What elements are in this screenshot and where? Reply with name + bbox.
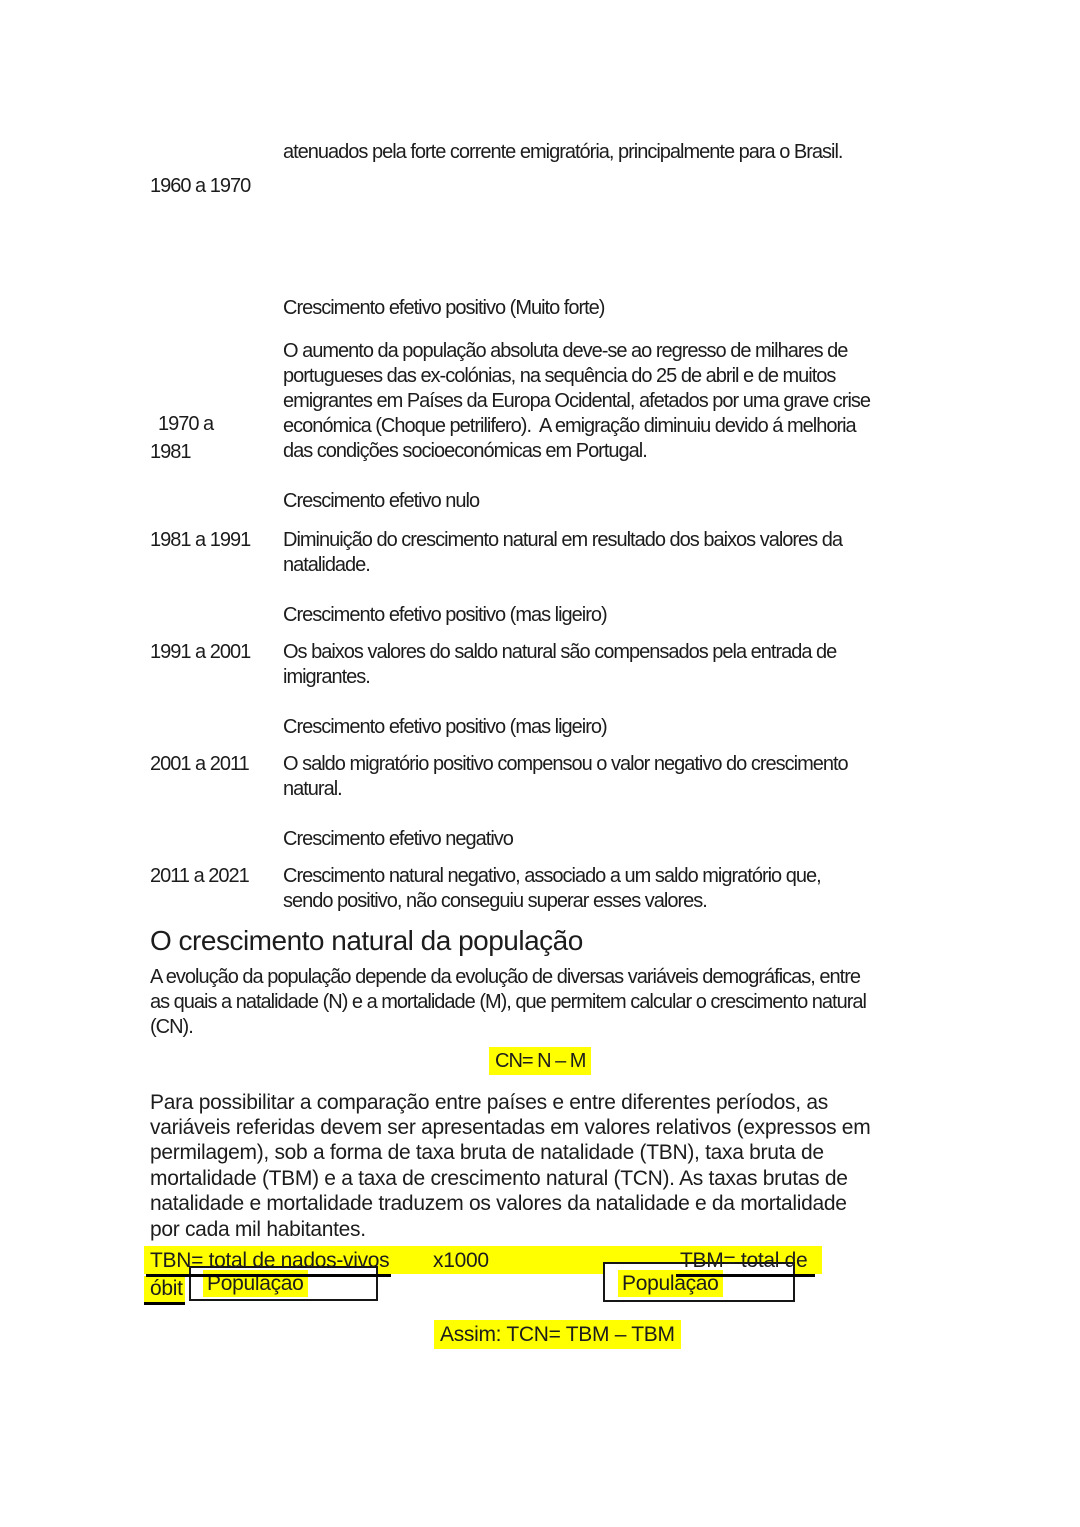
paragraph-line: A evolução da população depende da evolução de diversas variáveis demográficas, entre [150,966,860,988]
row-line: económica (Choque petrilifero). A emigração diminuiu devido á melhoria [283,415,856,437]
paragraph-line: por cada mil habitantes. [150,1218,366,1241]
row-line: O aumento da população absoluta deve-se ao regresso de milhares de [283,340,848,362]
paragraph-line: Para possibilitar a comparação entre países e entre diferentes períodos, as [150,1091,828,1114]
paragraph-line: as quais a natalidade (N) e a mortalidade (M), que permitem calcular o crescimento natural [150,991,866,1013]
period-label-1970-1981-line1: 1970 a [158,413,214,435]
formula-tbn-label: TBN= total de nados-vivos [146,1248,391,1277]
paragraph-line: permilagem), sob a forma de taxa bruta de natalidade (TBN), taxa bruta de [150,1141,824,1164]
population-label-right: População [618,1270,723,1297]
row-header-2001: Crescimento efetivo positivo (mas ligeiro) [283,716,607,738]
row-line: das condições socioeconómicas em Portugal. [283,440,647,462]
row-line: sendo positivo, não conseguiu superar esses valores. [283,890,707,912]
row-line: emigrantes em Países da Europa Ocidental, afetados por uma grave crise [283,390,871,412]
period-label-1970-1981-line2: 1981 [150,441,191,463]
row-header-2011: Crescimento efetivo negativo [283,828,513,850]
period-label-1991-2001: 1991 a 2001 [150,641,251,663]
paragraph-line: mortalidade (TBM) e a taxa de crescimento natural (TCN). As taxas brutas de [150,1167,848,1190]
row-line: Crescimento natural negativo, associado a um saldo migratório que, [283,865,821,887]
section-title: O crescimento natural da população [150,925,583,956]
paragraph-line: variáveis referidas devem ser apresentadas em valores relativos (expressos em [150,1116,871,1139]
intro-continuation-line: atenuados pela forte corrente emigratória, principalmente para o Brasil. [283,141,843,163]
obitos-fragment: óbit [144,1276,185,1305]
period-label-1981-1991: 1981 a 1991 [150,529,251,551]
row-line: Os baixos valores do saldo natural são compensados pela entrada de [283,641,837,663]
paragraph-line: natalidade e mortalidade traduzem os valores da natalidade e da mortalidade [150,1192,847,1215]
row-line: portugueses das ex-colónias, na sequência do 25 de abril e de muitos [283,365,836,387]
row-line: natural. [283,778,342,800]
row-header-1981: Crescimento efetivo nulo [283,490,480,512]
row-line: natalidade. [283,554,370,576]
population-label-left: População [203,1270,308,1297]
period-label-1960-1970: 1960 a 1970 [150,175,251,197]
period-label-2011-2021: 2011 a 2021 [150,865,249,887]
formula-tcn: Assim: TCN= TBM – TBM [434,1320,681,1349]
formula-multiplier: x1000 [433,1249,489,1272]
formula-tbm-label: TBM= total de [676,1248,815,1277]
row-header-1970: Crescimento efetivo positivo (Muito forte) [283,297,605,319]
row-header-1991: Crescimento efetivo positivo (mas ligeiro) [283,604,607,626]
formula-cn: CN= N – M [489,1047,591,1075]
row-line: imigrantes. [283,666,370,688]
row-line: O saldo migratório positivo compensou o valor negativo do crescimento [283,753,848,775]
paragraph-line: (CN). [150,1016,193,1038]
period-label-2001-2011: 2001 a 2011 [150,753,249,775]
row-line: Diminuição do crescimento natural em resultado dos baixos valores da [283,529,842,551]
